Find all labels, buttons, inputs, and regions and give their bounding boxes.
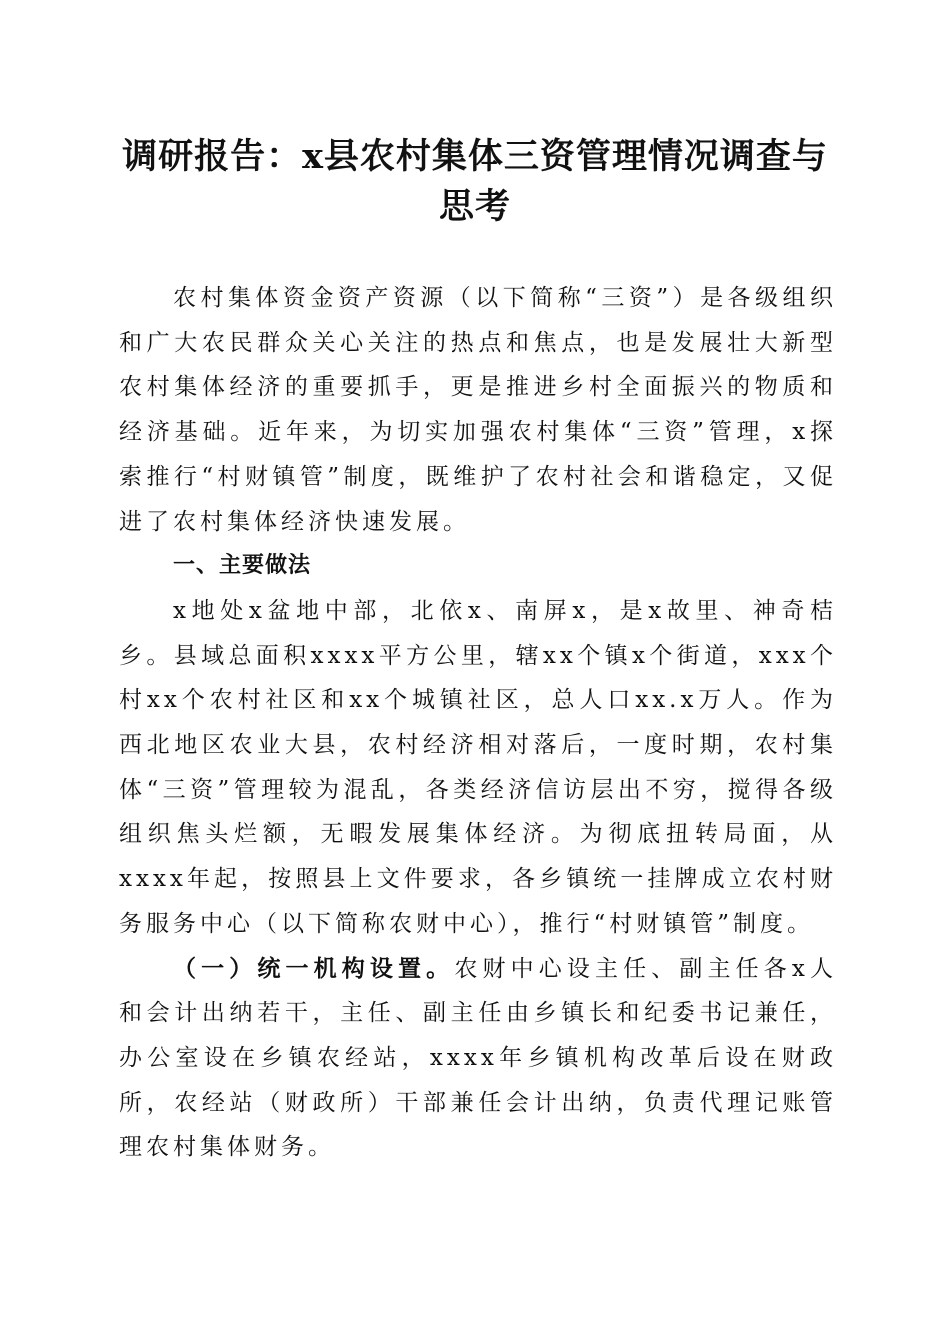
document-body bbox=[119, 276, 837, 1170]
subsection-1-text: 农财中心设主任、副主任各x人和会计出纳若干，主任、副主任由乡镇长和纪委书记兼任，办公室设在乡镇农经站，xxxx年乡镇机构改革后设在财政所，农经站（财政所）干部兼任会计出纳，负责代理记账管理农村集体财务。 bbox=[119, 955, 837, 1161]
title-line-1: 调研报告：x县农村集体三资管理情况调查与 bbox=[122, 136, 828, 177]
intro-paragraph: 农村集体资金资产资源（以下简称“三资”）是各级组织和广大农民群众关心关注的热点和焦点，也是发展壮大新型农村集体经济的重要抓手，更是推进乡村全面振兴的物质和经济基础。近年来，为切实加强农村集体“三资”管理，x探索推行“村财镇管”制度，既维护了农村社会和谐稳定，又促进了农村集体经济快速发展。 bbox=[119, 285, 837, 535]
subsection-1-heading: （一）统一机构设置。 bbox=[173, 954, 455, 982]
title-line-2: 思考 bbox=[438, 186, 511, 227]
section-1-paragraph: x地处x盆地中部，北依x、南屏x，是x故里、神奇桔乡。县域总面积xxxx平方公里，辖xx个镇x个街道，xxx个村xx个农村社区和xx个城镇社区，总人口xx.x万人。作为西北地区农业大县，农村经济相对落后，一度时期，农村集体“三资”管理较为混乱，各类经济信访层出不穷，搅得各级组织焦头烂额，无暇发展集体经济。为彻底扭转局面，从xxxx年起，按照县上文件要求，各乡镇统一挂牌成立农村财务服务中心（以下简称农财中心），推行“村财镇管”制度。 bbox=[119, 597, 837, 937]
subsection-1-paragraph bbox=[119, 947, 837, 1171]
section-1-heading: 一、主要做法 bbox=[173, 553, 312, 579]
document-title bbox=[100, 132, 850, 232]
